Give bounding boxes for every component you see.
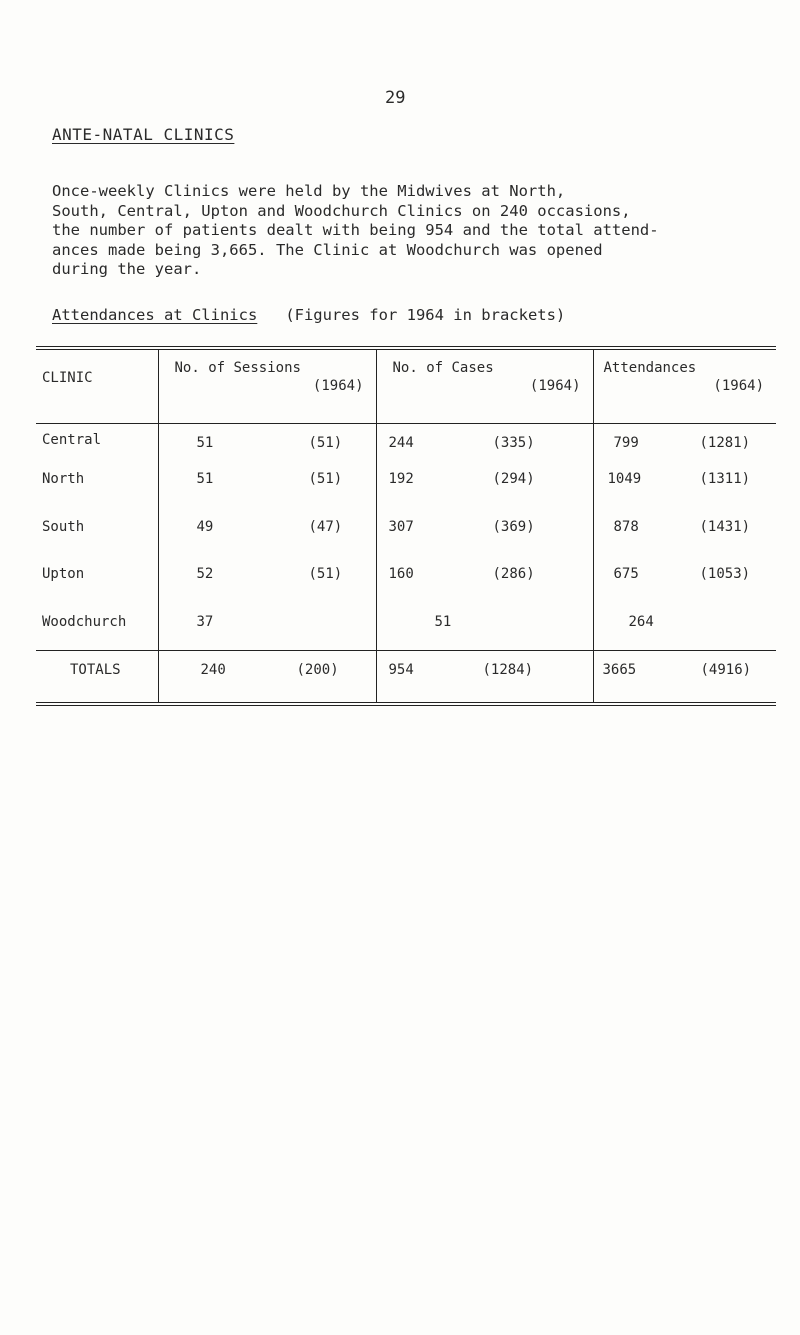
intro-line: Once-weekly Clinics were held by the Midwives at North, [52,182,566,200]
row-sessions [158,460,376,508]
sessions-value: 37 [196,613,214,630]
table-row [36,555,776,603]
attendances-1964-value: (1311) [699,471,751,487]
attendances-1964-value: (4916) [700,662,752,678]
row-sessions [158,424,376,461]
cases-value: 160 [388,566,414,582]
row-attendances [593,603,776,651]
sessions-value: 51 [196,435,214,451]
header-sessions-year: (1964) [312,378,364,394]
header-attendances-label: Attendances [603,360,697,376]
header-cases [376,350,593,424]
header-cases-year: (1964) [529,378,581,394]
sessions-1964-value: (51) [308,471,343,487]
row-clinic: Upton [42,566,85,582]
table-heading-note: (Figures for 1964 in brackets) [285,306,566,324]
totals-cases [376,651,593,703]
header-sessions [158,350,376,424]
row-clinic: Woodchurch [42,613,127,630]
table-row [36,508,776,556]
attendances-value: 3665 [602,662,637,678]
sessions-value: 49 [196,518,214,535]
row-attendances [593,508,776,556]
table-row [36,460,776,508]
sessions-1964-value: (47) [308,518,343,535]
attendances-1964-value: (1431) [699,518,751,535]
row-attendances [593,424,776,461]
attendances-value: 1049 [607,471,642,487]
row-sessions [158,603,376,651]
row-attendances [593,555,776,603]
intro-line: the number of patients dealt with being 954 and the total attend- [52,221,659,239]
row-cases [376,508,593,556]
row-cases [376,460,593,508]
section-title: ANTE-NATAL CLINICS [52,125,235,144]
attendances-1964-value: (1281) [699,435,751,451]
sessions-1964-value: (51) [308,566,343,582]
row-clinic: South [42,518,85,535]
row-cases [376,555,593,603]
attendances-value: 878 [613,518,639,535]
intro-paragraph [52,182,772,280]
row-cases [376,424,593,461]
sessions-value: 52 [196,566,214,582]
table-header-row [36,350,776,424]
cases-1964-value: (335) [492,435,535,451]
intro-line: during the year. [52,260,202,278]
page-number: 29 [385,88,406,108]
row-clinic: North [42,471,85,487]
row-clinic: Central [42,432,102,448]
sessions-1964-value: (200) [296,662,339,678]
sessions-1964-value: (51) [308,435,343,451]
totals-row [36,651,776,703]
table-bottom-rule [36,702,776,706]
table-heading-title: Attendances at Clinics [52,306,258,324]
attendances-value: 264 [628,613,654,630]
cases-value: 192 [388,471,414,487]
cases-value: 954 [388,662,414,678]
totals-sessions [158,651,376,703]
cases-1964-value: (1284) [482,662,534,678]
cases-1964-value: (294) [492,471,535,487]
row-sessions [158,555,376,603]
header-attendances-year: (1964) [713,378,764,394]
row-attendances [593,460,776,508]
attendances-value: 799 [613,435,639,451]
intro-line: ances made being 3,665. The Clinic at Woodchurch was opened [52,240,603,259]
totals-attendances [593,651,776,703]
intro-line: South, Central, Upton and Woodchurch Clinics on 240 occasions, [52,201,631,220]
header-cases-label: No. of Cases [392,360,494,376]
cases-value: 307 [388,518,414,535]
attendances-value: 675 [613,566,639,582]
attendances-1964-value: (1053) [699,566,751,582]
table-row [36,603,776,651]
header-sessions-label: No. of Sessions [174,360,301,376]
header-attendances [593,350,776,424]
row-cases [376,603,593,651]
table-heading [52,306,565,324]
cases-1964-value: (286) [492,566,535,582]
totals-label: TOTALS [70,662,121,678]
sessions-value: 240 [200,662,226,678]
attendances-table [36,346,776,706]
cases-value: 244 [388,435,414,451]
table-row [36,424,776,461]
header-clinic: CLINIC [42,370,93,386]
row-sessions [158,508,376,556]
cases-1964-value: (369) [492,518,535,535]
sessions-value: 51 [196,471,214,487]
cases-value: 51 [434,613,452,630]
